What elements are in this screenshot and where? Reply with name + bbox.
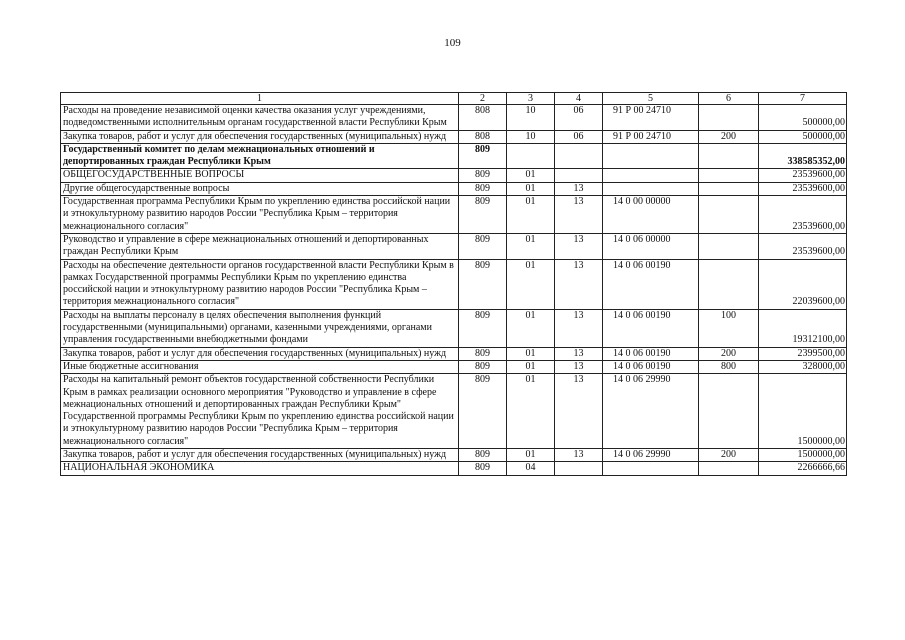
amount-cell: 338585352,00 xyxy=(759,143,847,169)
ministry-code-cell: 809 xyxy=(459,143,507,169)
section-code-cell: 04 xyxy=(507,462,555,475)
amount-cell: 1500000,00 xyxy=(759,449,847,462)
ministry-code-cell: 809 xyxy=(459,347,507,360)
subsection-code-cell: 13 xyxy=(555,449,603,462)
table-row xyxy=(61,309,847,347)
expense-type-cell: 200 xyxy=(699,449,759,462)
subsection-code-cell: 06 xyxy=(555,105,603,131)
amount-cell: 23539600,00 xyxy=(759,196,847,234)
expense-type-cell xyxy=(699,259,759,309)
header-cell: 5 xyxy=(603,93,699,105)
section-code-cell: 10 xyxy=(507,105,555,131)
expense-type-cell xyxy=(699,196,759,234)
row-name-cell: ОБЩЕГОСУДАРСТВЕННЫЕ ВОПРОСЫ xyxy=(61,169,459,182)
budget-table xyxy=(60,92,847,476)
target-article-cell: 14 0 06 00190 xyxy=(603,309,699,347)
target-article-cell: 91 Р 00 24710 xyxy=(603,130,699,143)
ministry-code-cell: 809 xyxy=(459,360,507,373)
row-name-cell: Расходы на выплаты персоналу в целях обеспечения выполнения функций государственными (муниципальными) органами, казенными учреждениями, органами управления государственными внебюджетными фондами xyxy=(61,309,459,347)
amount-cell: 23539600,00 xyxy=(759,233,847,259)
row-name-cell: НАЦИОНАЛЬНАЯ ЭКОНОМИКА xyxy=(61,462,459,475)
expense-type-cell xyxy=(699,143,759,169)
table-row xyxy=(61,374,847,449)
section-code-cell: 01 xyxy=(507,196,555,234)
section-code-cell: 01 xyxy=(507,347,555,360)
ministry-code-cell: 809 xyxy=(459,259,507,309)
section-code-cell: 01 xyxy=(507,309,555,347)
amount-cell: 500000,00 xyxy=(759,105,847,131)
row-name-cell: Расходы на проведение независимой оценки качества оказания услуг учреждениями, подведомственными исполнительным органам государственной власти Республики Крым xyxy=(61,105,459,131)
ministry-code-cell: 809 xyxy=(459,182,507,195)
ministry-code-cell: 809 xyxy=(459,309,507,347)
target-article-cell xyxy=(603,169,699,182)
section-code-cell: 01 xyxy=(507,259,555,309)
table-row xyxy=(61,169,847,182)
row-name-cell: Государственный комитет по делам межнациональных отношений и депортированных граждан Республики Крым xyxy=(61,143,459,169)
target-article-cell: 91 Р 00 24710 xyxy=(603,105,699,131)
table-row xyxy=(61,196,847,234)
target-article-cell xyxy=(603,462,699,475)
row-name-cell: Закупка товаров, работ и услуг для обеспечения государственных (муниципальных) нужд xyxy=(61,347,459,360)
ministry-code-cell: 809 xyxy=(459,233,507,259)
row-name-cell: Закупка товаров, работ и услуг для обеспечения государственных (муниципальных) нужд xyxy=(61,449,459,462)
ministry-code-cell: 808 xyxy=(459,105,507,131)
ministry-code-cell: 808 xyxy=(459,130,507,143)
table-body xyxy=(61,93,847,476)
section-code-cell: 10 xyxy=(507,130,555,143)
row-name-cell: Государственная программа Республики Крым по укреплению единства российской нации и этнокультурному развитию народов России "Республика Крым – территория межнационального согласия" xyxy=(61,196,459,234)
header-cell: 4 xyxy=(555,93,603,105)
header-row xyxy=(61,93,847,105)
target-article-cell: 14 0 06 00190 xyxy=(603,360,699,373)
subsection-code-cell xyxy=(555,143,603,169)
ministry-code-cell: 809 xyxy=(459,169,507,182)
ministry-code-cell: 809 xyxy=(459,196,507,234)
expense-type-cell: 100 xyxy=(699,309,759,347)
expense-type-cell xyxy=(699,374,759,449)
table-row xyxy=(61,347,847,360)
table-row xyxy=(61,130,847,143)
amount-cell: 23539600,00 xyxy=(759,169,847,182)
table-row xyxy=(61,360,847,373)
expense-type-cell: 200 xyxy=(699,347,759,360)
header-cell: 2 xyxy=(459,93,507,105)
header-cell: 3 xyxy=(507,93,555,105)
target-article-cell: 14 0 06 00000 xyxy=(603,233,699,259)
expense-type-cell: 800 xyxy=(699,360,759,373)
expense-type-cell xyxy=(699,182,759,195)
amount-cell: 23539600,00 xyxy=(759,182,847,195)
subsection-code-cell: 13 xyxy=(555,309,603,347)
section-code-cell: 01 xyxy=(507,233,555,259)
target-article-cell: 14 0 00 00000 xyxy=(603,196,699,234)
expense-type-cell: 200 xyxy=(699,130,759,143)
subsection-code-cell: 13 xyxy=(555,374,603,449)
row-name-cell: Руководство и управление в сфере межнациональных отношений и депортированных граждан Республики Крым xyxy=(61,233,459,259)
amount-cell: 500000,00 xyxy=(759,130,847,143)
table-row xyxy=(61,449,847,462)
target-article-cell: 14 0 06 29990 xyxy=(603,374,699,449)
section-code-cell: 01 xyxy=(507,374,555,449)
target-article-cell: 14 0 06 00190 xyxy=(603,347,699,360)
amount-cell: 2399500,00 xyxy=(759,347,847,360)
target-article-cell: 14 0 06 29990 xyxy=(603,449,699,462)
section-code-cell: 01 xyxy=(507,169,555,182)
table-row xyxy=(61,143,847,169)
subsection-code-cell: 06 xyxy=(555,130,603,143)
target-article-cell xyxy=(603,143,699,169)
table-row xyxy=(61,182,847,195)
header-cell: 6 xyxy=(699,93,759,105)
subsection-code-cell: 13 xyxy=(555,347,603,360)
subsection-code-cell: 13 xyxy=(555,259,603,309)
expense-type-cell xyxy=(699,233,759,259)
subsection-code-cell: 13 xyxy=(555,182,603,195)
amount-cell: 22039600,00 xyxy=(759,259,847,309)
ministry-code-cell: 809 xyxy=(459,462,507,475)
subsection-code-cell: 13 xyxy=(555,196,603,234)
amount-cell: 1500000,00 xyxy=(759,374,847,449)
subsection-code-cell: 13 xyxy=(555,233,603,259)
target-article-cell xyxy=(603,182,699,195)
table-row xyxy=(61,233,847,259)
row-name-cell: Расходы на обеспечение деятельности органов государственной власти Республики Крым в рамках Государственной программы Республики Крым по укреплению единства российской нации и этнокультурному развитию народов России "Республика Крым – территория межнационального согласия" xyxy=(61,259,459,309)
row-name-cell: Иные бюджетные ассигнования xyxy=(61,360,459,373)
subsection-code-cell xyxy=(555,169,603,182)
row-name-cell: Закупка товаров, работ и услуг для обеспечения государственных (муниципальных) нужд xyxy=(61,130,459,143)
section-code-cell xyxy=(507,143,555,169)
amount-cell: 328000,00 xyxy=(759,360,847,373)
target-article-cell: 14 0 06 00190 xyxy=(603,259,699,309)
section-code-cell: 01 xyxy=(507,360,555,373)
table-row xyxy=(61,105,847,131)
ministry-code-cell: 809 xyxy=(459,374,507,449)
row-name-cell: Другие общегосударственные вопросы xyxy=(61,182,459,195)
amount-cell: 19312100,00 xyxy=(759,309,847,347)
section-code-cell: 01 xyxy=(507,449,555,462)
section-code-cell: 01 xyxy=(507,182,555,195)
subsection-code-cell: 13 xyxy=(555,360,603,373)
amount-cell: 2266666,66 xyxy=(759,462,847,475)
expense-type-cell xyxy=(699,105,759,131)
header-cell: 1 xyxy=(61,93,459,105)
subsection-code-cell xyxy=(555,462,603,475)
table-row xyxy=(61,259,847,309)
page-number: 109 xyxy=(444,37,461,49)
expense-type-cell xyxy=(699,169,759,182)
table-row xyxy=(61,462,847,475)
row-name-cell: Расходы на капитальный ремонт объектов государственной собственности Республики Крым в рамках реализации основного мероприятия "Руководство и управление в сфере межнациональных отношений и депортированных граждан Республики Крым" Государственной программы Республики Крым по укреплению единства российской нации и этнокультурному развитию народов России "Республика Крым – территория межнационального согласия" xyxy=(61,374,459,449)
expense-type-cell xyxy=(699,462,759,475)
header-cell: 7 xyxy=(759,93,847,105)
ministry-code-cell: 809 xyxy=(459,449,507,462)
